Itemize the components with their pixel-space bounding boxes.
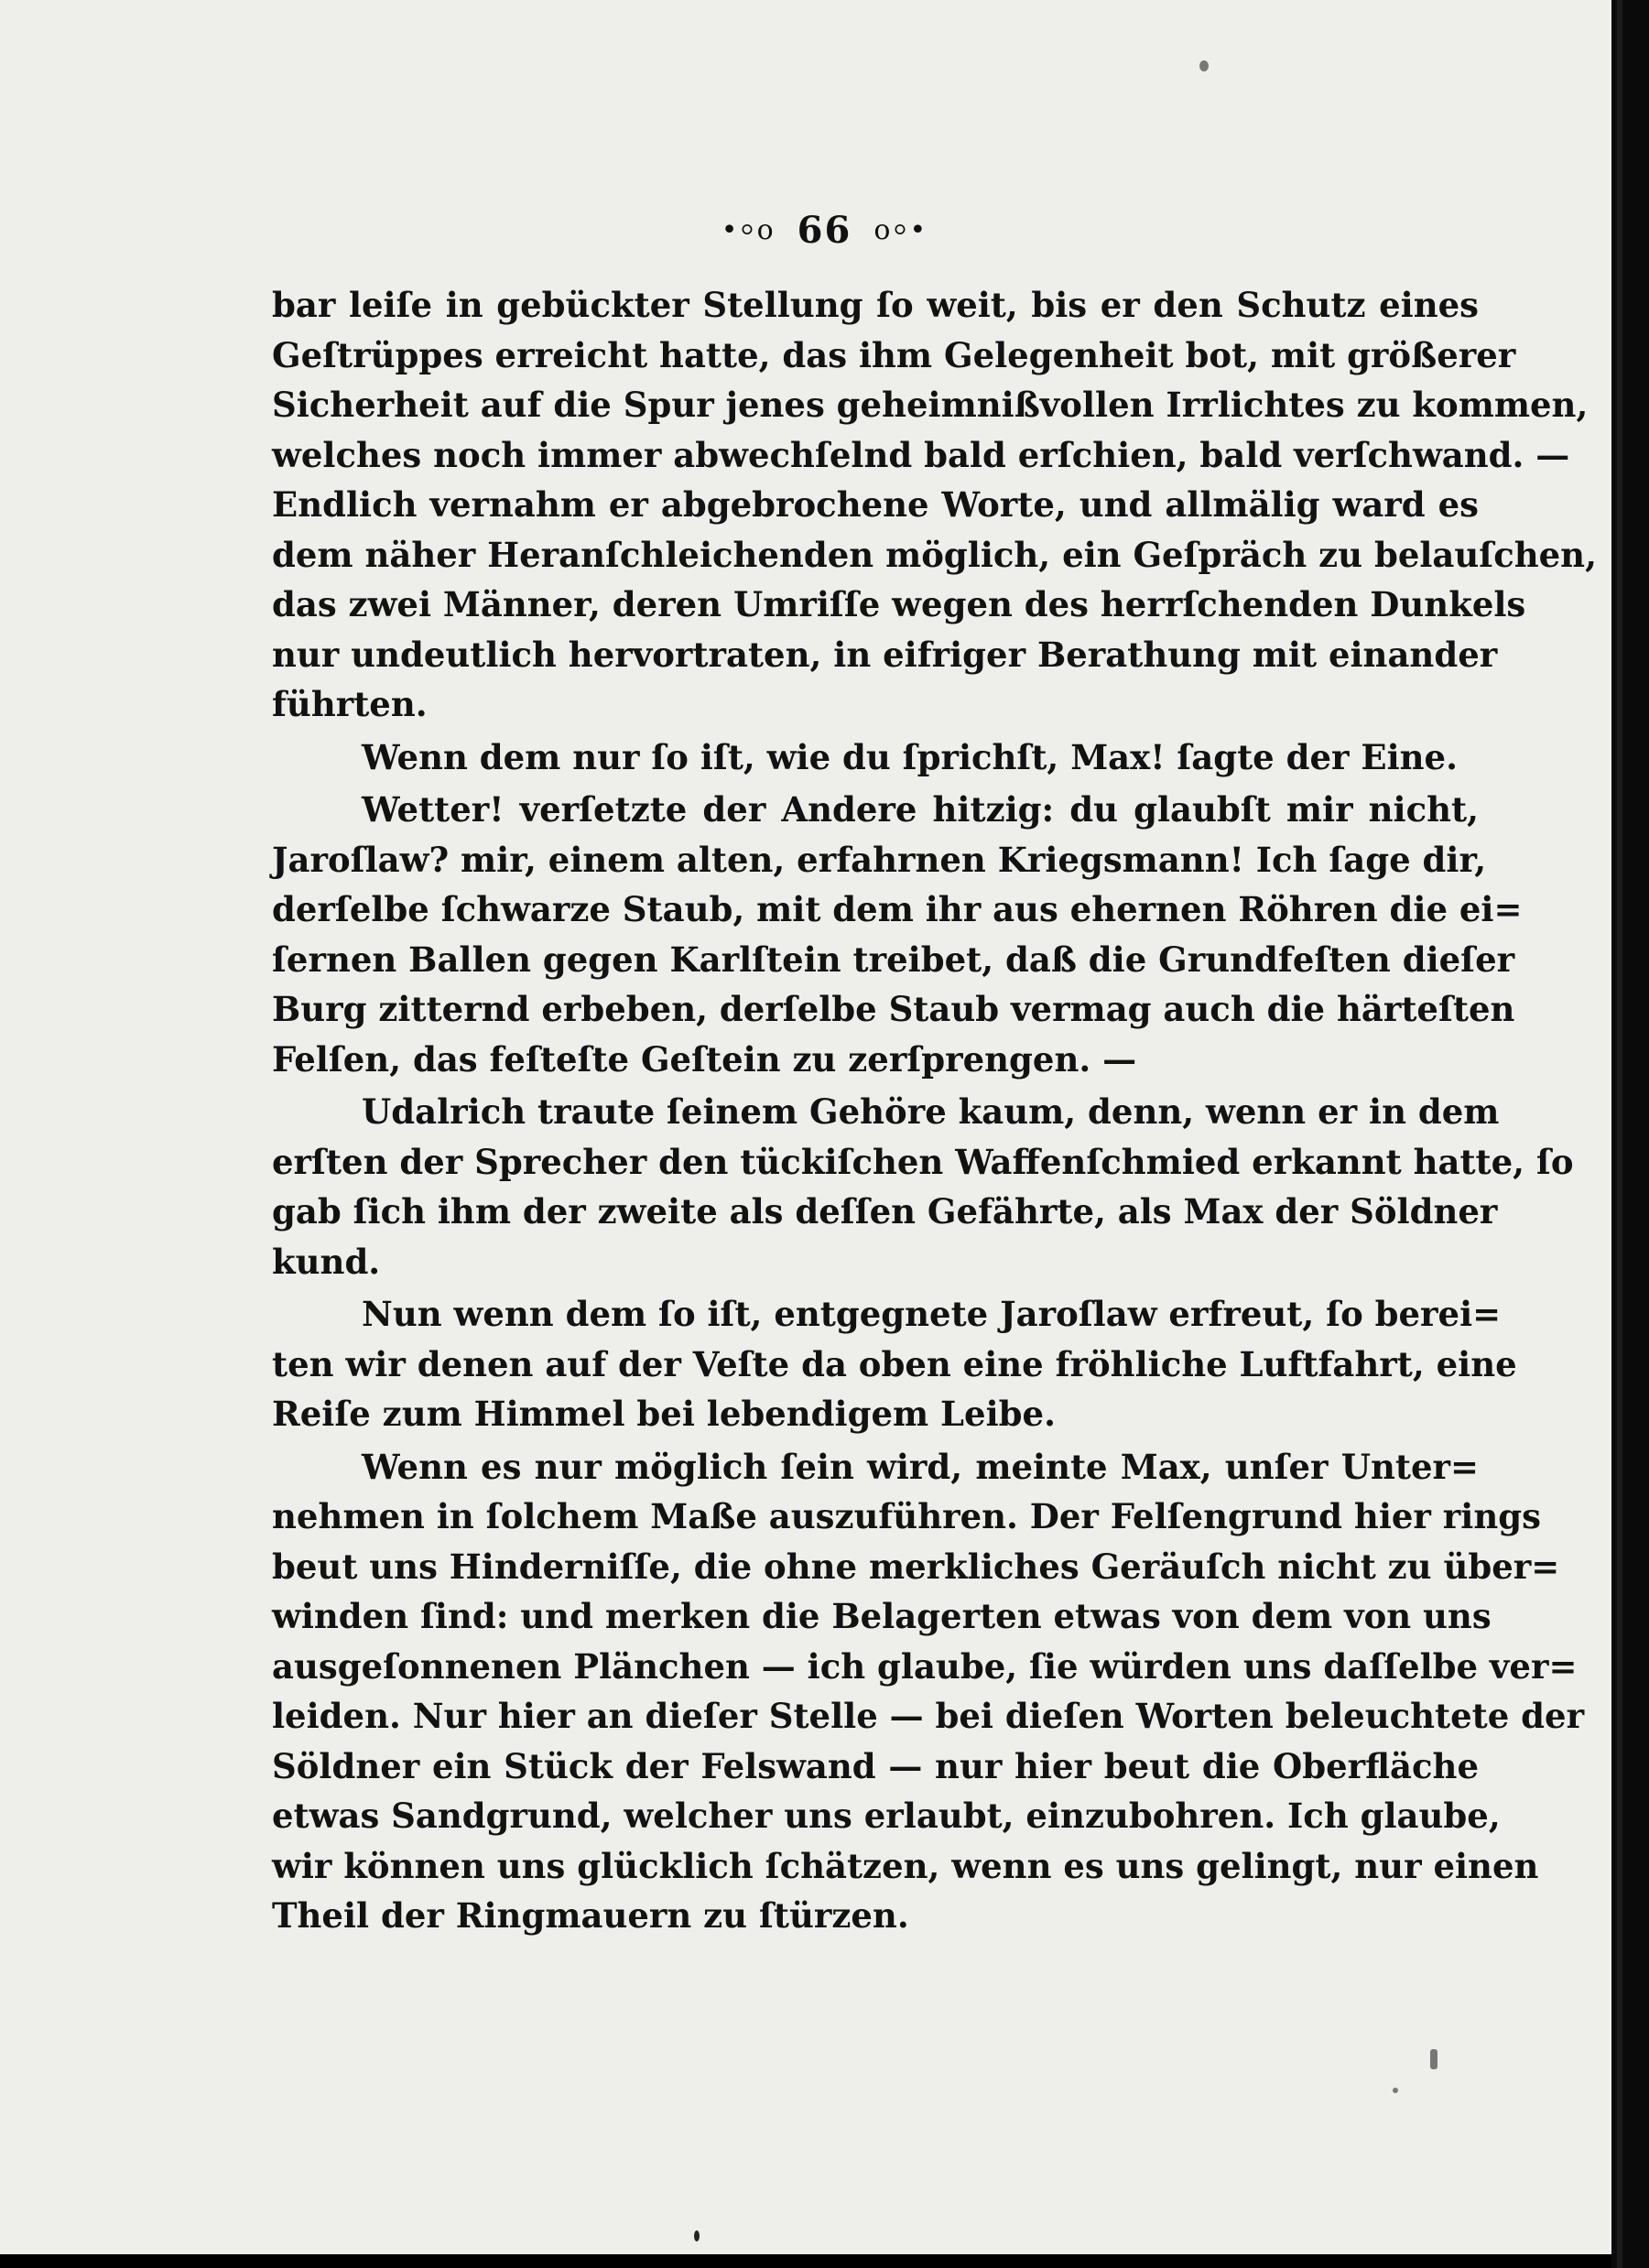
text-line: das zwei Männer, deren Umriſſe wegen des herrſchenden Dunkels: [272, 584, 1526, 624]
text-line: winden ſind: und merken die Belagerten etwas von dem von uns: [272, 1596, 1492, 1636]
paragraph: [272, 1087, 1574, 1286]
paragraph: [272, 732, 1479, 783]
text-line: ſernen Ballen gegen Karlſtein treibet, daß die Grundfeſten dieſer: [272, 939, 1515, 980]
header-ornament-left: •⸰o: [721, 214, 776, 246]
ink-speck: [1430, 2049, 1437, 2069]
text-line: derſelbe ſchwarze Staub, mit dem ihr aus ehernen Röhren die ei=: [272, 889, 1523, 929]
text-line: ausgeſonnenen Plänchen — ich glaube, ſie würden uns daſſelbe ver=: [272, 1645, 1578, 1687]
text-line: Felſen, das feſteſte Geſtein zu zerſprengen. —: [272, 1038, 1137, 1080]
text-line: wir können uns glücklich ſchätzen, wenn es uns gelingt, nur einen: [272, 1845, 1539, 1886]
paragraph: [272, 280, 1597, 730]
text-line: Theil der Ringmauern zu ſtürzen.: [272, 1895, 909, 1936]
paragraph: [272, 1442, 1585, 1941]
text-line: etwas Sandgrund, welcher uns erlaubt, einzubohren. Ich glaube,: [272, 1796, 1501, 1836]
text-line: führten.: [272, 684, 428, 724]
text-line: beut uns Hinderniſſe, die ohne merkliches Geräuſch nicht zu über=: [272, 1546, 1560, 1587]
text-line: dem näher Heranſchleichenden möglich, ein Geſpräch zu belauſchen,: [272, 534, 1597, 575]
text-line: Burg zitternd erbeben, derſelbe Staub vermag auch die härteſten: [272, 989, 1515, 1029]
text-line: Wetter! verſetzte der Andere hitzig: du glaubſt mir nicht,: [362, 789, 1479, 830]
scan-edge-right: [1611, 0, 1649, 2268]
text-line: Söldner ein Stück der Felswand — nur hier beut die Oberfläche: [272, 1745, 1479, 1786]
text-line: Sicherheit auf die Spur jenes geheimnißvollen Irrlichtes zu kommen,: [272, 385, 1589, 425]
text-line: gab ſich ihm der zweite als deſſen Gefährte, als Max der Söldner: [272, 1191, 1498, 1232]
paragraph: [272, 785, 1523, 1084]
ink-speck: [1199, 60, 1209, 71]
scan-edge-bottom: [348, 2254, 1611, 2268]
paragraph: [272, 1289, 1517, 1439]
text-line: Nun wenn dem ſo iſt, entgegnete Jaroſlaw erfreut, ſo berei=: [362, 1294, 1502, 1334]
ink-speck: [694, 2230, 700, 2241]
text-line: kund.: [272, 1241, 381, 1282]
text-line: Geſtrüppes erreicht hatte, das ihm Gelegenheit bot, mit größerer: [272, 334, 1516, 375]
text-line: welches noch immer abwechſelnd bald erſchien, bald verſchwand. —: [272, 434, 1570, 475]
text-line: bar leiſe in gebückter Stellung ſo weit, bis er den Schutz eines: [272, 285, 1479, 325]
text-line: Wenn dem nur ſo iſt, wie du ſprichſt, Max! ſagte der Eine.: [362, 736, 1458, 777]
ink-speck: [1393, 2088, 1398, 2093]
page-header: [0, 209, 1649, 252]
text-line: leiden. Nur hier an dieſer Stelle — bei dieſen Worten beleuchtete der: [272, 1696, 1585, 1736]
body-text: [272, 280, 1597, 1941]
header-ornament-right: o⸰•: [873, 214, 928, 246]
text-line: Reiſe zum Himmel bei lebendigem Leibe.: [272, 1394, 1056, 1434]
page-number: 66: [797, 209, 852, 252]
text-line: nehmen in ſolchem Maße auszuführen. Der Felſengrund hier rings: [272, 1496, 1541, 1536]
text-line: Wenn es nur möglich ſein wird, meinte Max, unſer Unter=: [362, 1446, 1479, 1487]
text-line: ten wir denen auf der Veſte da oben eine fröhliche Luftfahrt, eine: [272, 1343, 1517, 1384]
text-line: Jaroſlaw? mir, einem alten, erfahrnen Kriegsmann! Ich ſage dir,: [272, 839, 1487, 880]
text-line: nur undeutlich hervortraten, in eifriger Berathung mit einander: [272, 634, 1498, 675]
text-line: erſten der Sprecher den tückiſchen Waffenſchmied erkannt hatte, ſo: [272, 1141, 1574, 1182]
text-line: Udalrich traute ſeinem Gehöre kaum, denn, wenn er in dem: [362, 1091, 1500, 1132]
text-line: Endlich vernahm er abgebrochene Worte, und allmälig ward es: [272, 484, 1479, 525]
